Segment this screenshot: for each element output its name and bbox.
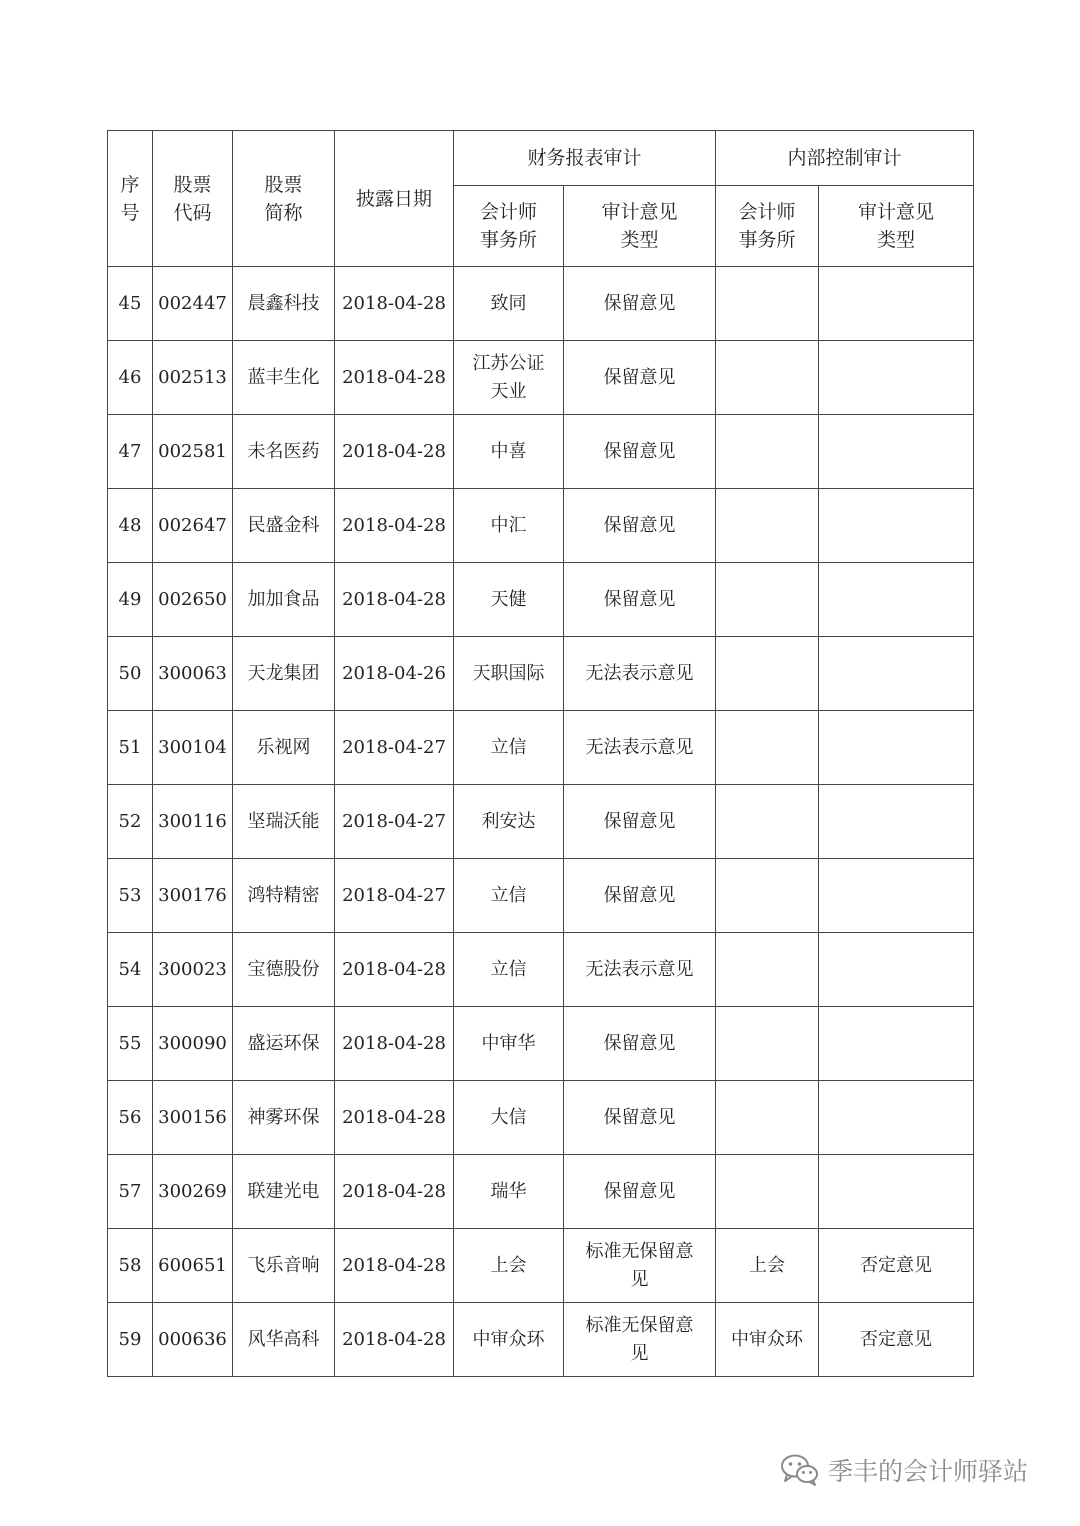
cell-stock-name: 联建光电 bbox=[233, 1155, 335, 1229]
cell-stock-code: 002647 bbox=[153, 489, 233, 563]
table-body bbox=[108, 267, 974, 1377]
table-row bbox=[108, 1081, 974, 1155]
cell-ic-audit-firm bbox=[716, 489, 819, 563]
table-row bbox=[108, 933, 974, 1007]
table-row bbox=[108, 341, 974, 415]
table-row bbox=[108, 859, 974, 933]
cell-ic-audit-firm bbox=[716, 711, 819, 785]
cell-disclosure-date: 2018-04-28 bbox=[335, 933, 454, 1007]
cell-seq: 53 bbox=[108, 859, 153, 933]
cell-fin-opinion: 保留意见 bbox=[564, 1081, 716, 1155]
cell-stock-name: 加加食品 bbox=[233, 563, 335, 637]
cell-fin-opinion: 标准无保留意 见 bbox=[564, 1229, 716, 1303]
header-seq: 序 号 bbox=[108, 131, 153, 267]
cell-fin-audit-firm: 中审华 bbox=[454, 1007, 564, 1081]
cell-fin-audit-firm: 天职国际 bbox=[454, 637, 564, 711]
header-stock-name: 股票 简称 bbox=[233, 131, 335, 267]
cell-fin-opinion: 保留意见 bbox=[564, 415, 716, 489]
cell-ic-audit-firm bbox=[716, 1155, 819, 1229]
cell-fin-audit-firm: 中审众环 bbox=[454, 1303, 564, 1377]
cell-stock-name: 神雾环保 bbox=[233, 1081, 335, 1155]
table-row bbox=[108, 489, 974, 563]
cell-seq: 52 bbox=[108, 785, 153, 859]
cell-seq: 59 bbox=[108, 1303, 153, 1377]
cell-ic-opinion bbox=[819, 859, 974, 933]
header-disclosure-date: 披露日期 bbox=[335, 131, 454, 267]
cell-disclosure-date: 2018-04-28 bbox=[335, 1303, 454, 1377]
cell-stock-name: 天龙集团 bbox=[233, 637, 335, 711]
watermark-text: 季丰的会计师驿站 bbox=[828, 1457, 1029, 1486]
cell-stock-name: 晨鑫科技 bbox=[233, 267, 335, 341]
cell-stock-code: 600651 bbox=[153, 1229, 233, 1303]
cell-fin-audit-firm: 瑞华 bbox=[454, 1155, 564, 1229]
cell-stock-name: 鸿特精密 bbox=[233, 859, 335, 933]
cell-disclosure-date: 2018-04-28 bbox=[335, 1081, 454, 1155]
cell-stock-code: 000636 bbox=[153, 1303, 233, 1377]
cell-seq: 50 bbox=[108, 637, 153, 711]
cell-seq: 45 bbox=[108, 267, 153, 341]
table-row bbox=[108, 563, 974, 637]
cell-disclosure-date: 2018-04-27 bbox=[335, 711, 454, 785]
cell-ic-audit-firm bbox=[716, 267, 819, 341]
cell-fin-opinion: 无法表示意见 bbox=[564, 933, 716, 1007]
cell-fin-audit-firm: 立信 bbox=[454, 859, 564, 933]
cell-stock-code: 300116 bbox=[153, 785, 233, 859]
cell-fin-opinion: 无法表示意见 bbox=[564, 637, 716, 711]
cell-fin-audit-firm: 中喜 bbox=[454, 415, 564, 489]
cell-seq: 51 bbox=[108, 711, 153, 785]
cell-stock-name: 飞乐音响 bbox=[233, 1229, 335, 1303]
cell-fin-opinion: 保留意见 bbox=[564, 785, 716, 859]
cell-fin-audit-firm: 上会 bbox=[454, 1229, 564, 1303]
cell-seq: 58 bbox=[108, 1229, 153, 1303]
cell-disclosure-date: 2018-04-28 bbox=[335, 1229, 454, 1303]
cell-ic-opinion: 否定意见 bbox=[819, 1303, 974, 1377]
cell-stock-name: 坚瑞沃能 bbox=[233, 785, 335, 859]
cell-ic-audit-firm: 中审众环 bbox=[716, 1303, 819, 1377]
cell-disclosure-date: 2018-04-28 bbox=[335, 267, 454, 341]
cell-ic-opinion bbox=[819, 1081, 974, 1155]
cell-stock-name: 蓝丰生化 bbox=[233, 341, 335, 415]
cell-seq: 56 bbox=[108, 1081, 153, 1155]
cell-stock-code: 002513 bbox=[153, 341, 233, 415]
cell-disclosure-date: 2018-04-28 bbox=[335, 415, 454, 489]
cell-stock-code: 300104 bbox=[153, 711, 233, 785]
cell-seq: 47 bbox=[108, 415, 153, 489]
cell-fin-opinion: 保留意见 bbox=[564, 1007, 716, 1081]
cell-disclosure-date: 2018-04-28 bbox=[335, 563, 454, 637]
cell-disclosure-date: 2018-04-27 bbox=[335, 859, 454, 933]
cell-ic-opinion: 否定意见 bbox=[819, 1229, 974, 1303]
cell-ic-audit-firm bbox=[716, 933, 819, 1007]
cell-stock-name: 未名医药 bbox=[233, 415, 335, 489]
cell-stock-code: 300176 bbox=[153, 859, 233, 933]
cell-fin-opinion: 无法表示意见 bbox=[564, 711, 716, 785]
cell-fin-audit-firm: 立信 bbox=[454, 933, 564, 1007]
header-fin-audit-firm: 会计师 事务所 bbox=[454, 186, 564, 267]
wechat-icon bbox=[780, 1453, 820, 1487]
cell-stock-name: 乐视网 bbox=[233, 711, 335, 785]
header-ic-audit-firm: 会计师 事务所 bbox=[716, 186, 819, 267]
cell-stock-code: 300063 bbox=[153, 637, 233, 711]
cell-stock-name: 民盛金科 bbox=[233, 489, 335, 563]
cell-ic-audit-firm bbox=[716, 563, 819, 637]
cell-stock-code: 002650 bbox=[153, 563, 233, 637]
cell-fin-audit-firm: 江苏公证 天业 bbox=[454, 341, 564, 415]
table-row bbox=[108, 1303, 974, 1377]
cell-ic-opinion bbox=[819, 711, 974, 785]
cell-ic-audit-firm bbox=[716, 1081, 819, 1155]
cell-seq: 57 bbox=[108, 1155, 153, 1229]
cell-seq: 49 bbox=[108, 563, 153, 637]
cell-disclosure-date: 2018-04-27 bbox=[335, 785, 454, 859]
header-stock-code: 股票 代码 bbox=[153, 131, 233, 267]
cell-stock-code: 300156 bbox=[153, 1081, 233, 1155]
table-row bbox=[108, 1229, 974, 1303]
cell-ic-opinion bbox=[819, 933, 974, 1007]
cell-fin-opinion: 保留意见 bbox=[564, 489, 716, 563]
header-fin-opinion-type: 审计意见 类型 bbox=[564, 186, 716, 267]
cell-stock-code: 002581 bbox=[153, 415, 233, 489]
cell-ic-audit-firm bbox=[716, 859, 819, 933]
cell-seq: 54 bbox=[108, 933, 153, 1007]
cell-fin-audit-firm: 利安达 bbox=[454, 785, 564, 859]
cell-stock-name: 盛运环保 bbox=[233, 1007, 335, 1081]
cell-seq: 48 bbox=[108, 489, 153, 563]
table-row bbox=[108, 637, 974, 711]
cell-ic-opinion bbox=[819, 637, 974, 711]
cell-stock-code: 002447 bbox=[153, 267, 233, 341]
cell-stock-code: 300090 bbox=[153, 1007, 233, 1081]
cell-ic-audit-firm: 上会 bbox=[716, 1229, 819, 1303]
cell-disclosure-date: 2018-04-28 bbox=[335, 489, 454, 563]
cell-stock-code: 300269 bbox=[153, 1155, 233, 1229]
table-row bbox=[108, 415, 974, 489]
header-ic-opinion-type: 审计意见 类型 bbox=[819, 186, 974, 267]
header-internal-control-audit: 内部控制审计 bbox=[716, 131, 974, 186]
cell-fin-audit-firm: 中汇 bbox=[454, 489, 564, 563]
cell-fin-audit-firm: 立信 bbox=[454, 711, 564, 785]
table-row bbox=[108, 267, 974, 341]
cell-ic-audit-firm bbox=[716, 1007, 819, 1081]
cell-ic-opinion bbox=[819, 341, 974, 415]
cell-ic-audit-firm bbox=[716, 415, 819, 489]
cell-ic-opinion bbox=[819, 1155, 974, 1229]
table-row bbox=[108, 1007, 974, 1081]
cell-fin-opinion: 保留意见 bbox=[564, 859, 716, 933]
cell-fin-opinion: 标准无保留意 见 bbox=[564, 1303, 716, 1377]
cell-disclosure-date: 2018-04-26 bbox=[335, 637, 454, 711]
table-row bbox=[108, 785, 974, 859]
cell-ic-opinion bbox=[819, 489, 974, 563]
cell-disclosure-date: 2018-04-28 bbox=[335, 341, 454, 415]
cell-stock-name: 宝德股份 bbox=[233, 933, 335, 1007]
cell-ic-opinion bbox=[819, 785, 974, 859]
cell-ic-opinion bbox=[819, 267, 974, 341]
audit-opinion-table bbox=[107, 130, 974, 1377]
cell-fin-opinion: 保留意见 bbox=[564, 563, 716, 637]
header-financial-audit: 财务报表审计 bbox=[454, 131, 716, 186]
table-row bbox=[108, 711, 974, 785]
cell-ic-opinion bbox=[819, 415, 974, 489]
cell-fin-opinion: 保留意见 bbox=[564, 1155, 716, 1229]
cell-stock-name: 风华高科 bbox=[233, 1303, 335, 1377]
cell-fin-audit-firm: 致同 bbox=[454, 267, 564, 341]
cell-fin-opinion: 保留意见 bbox=[564, 341, 716, 415]
table-row bbox=[108, 1155, 974, 1229]
cell-fin-audit-firm: 天健 bbox=[454, 563, 564, 637]
cell-ic-opinion bbox=[819, 1007, 974, 1081]
cell-fin-audit-firm: 大信 bbox=[454, 1081, 564, 1155]
cell-ic-audit-firm bbox=[716, 637, 819, 711]
cell-seq: 46 bbox=[108, 341, 153, 415]
cell-fin-opinion: 保留意见 bbox=[564, 267, 716, 341]
watermark bbox=[780, 1450, 1060, 1490]
cell-stock-code: 300023 bbox=[153, 933, 233, 1007]
cell-seq: 55 bbox=[108, 1007, 153, 1081]
cell-disclosure-date: 2018-04-28 bbox=[335, 1007, 454, 1081]
cell-ic-audit-firm bbox=[716, 341, 819, 415]
cell-ic-audit-firm bbox=[716, 785, 819, 859]
cell-ic-opinion bbox=[819, 563, 974, 637]
cell-disclosure-date: 2018-04-28 bbox=[335, 1155, 454, 1229]
